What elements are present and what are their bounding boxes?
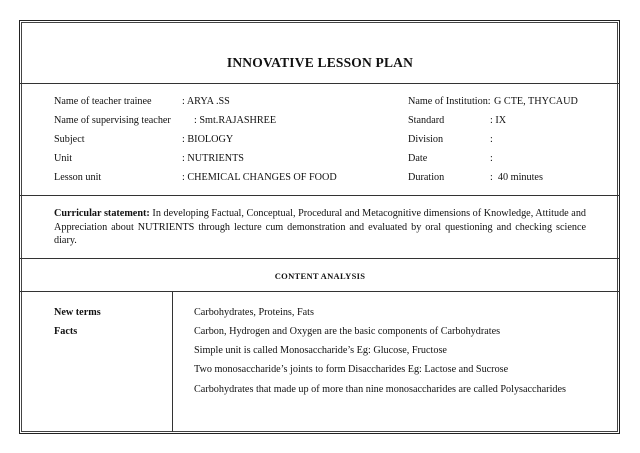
divider-title [20, 83, 620, 84]
lesson-unit-label: Lesson unit [54, 172, 102, 183]
institution-label: Name of Institution: [408, 96, 491, 107]
duration-value: : 40 minutes [490, 172, 543, 183]
teacher-trainee-value: : ARYA .SS [182, 96, 230, 107]
curricular-statement-label: Curricular statement: [54, 208, 150, 219]
content-analysis-heading: CONTENT ANALYSIS [274, 271, 366, 281]
unit-value: : NUTRIENTS [182, 153, 244, 164]
division-label: Division [408, 134, 444, 145]
supervising-teacher-value: : Smt.RAJASHREE [194, 115, 277, 126]
unit-label: Unit [54, 153, 73, 164]
curricular-statement [54, 207, 586, 248]
lesson-unit-value: : CHEMICAL CHANGES OF FOOD [182, 172, 337, 183]
fact-item: Carbon, Hydrogen and Oxygen are the basic components of Carbohydrates [194, 326, 501, 337]
divider-content-analysis [20, 291, 620, 292]
content-column-divider [172, 292, 173, 432]
supervising-teacher-label: Name of supervising teacher [54, 115, 171, 126]
subject-label: Subject [54, 134, 85, 145]
curricular-statement-text: In developing Factual, Conceptual, Procedural and Metacognitive dimensions of Knowledge, Attitude and Appreciation about NUTRIENTS through lecture cum demonstration and evaluated by oral questioning and checking science diary. [54, 208, 587, 246]
duration-label: Duration [408, 172, 445, 183]
divider-info [20, 195, 620, 196]
facts-label: Facts [54, 326, 78, 337]
divider-curricular [20, 258, 620, 259]
teacher-trainee-label: Name of teacher trainee [54, 96, 152, 107]
standard-value: : IX [490, 115, 507, 126]
date-label: Date [408, 153, 428, 164]
fact-item: Two monosaccharide’s joints to form Disaccharides Eg: Lactose and Sucrose [194, 364, 509, 375]
standard-label: Standard [408, 115, 445, 126]
date-value: : [490, 153, 493, 164]
subject-value: : BIOLOGY [182, 134, 234, 145]
fact-item: Simple unit is called Monosaccharide’s Eg: Glucose, Fructose [194, 345, 447, 356]
fact-item: Carbohydrates that made up of more than nine monosaccharides are called Polysaccharides [194, 384, 566, 395]
division-value: : [490, 134, 493, 145]
page-title: INNOVATIVE LESSON PLAN [226, 55, 414, 70]
new-terms-value: Carbohydrates, Proteins, Fats [194, 307, 314, 318]
institution-value: G CTE, THYCAUD [494, 96, 578, 107]
new-terms-label: New terms [54, 307, 101, 318]
